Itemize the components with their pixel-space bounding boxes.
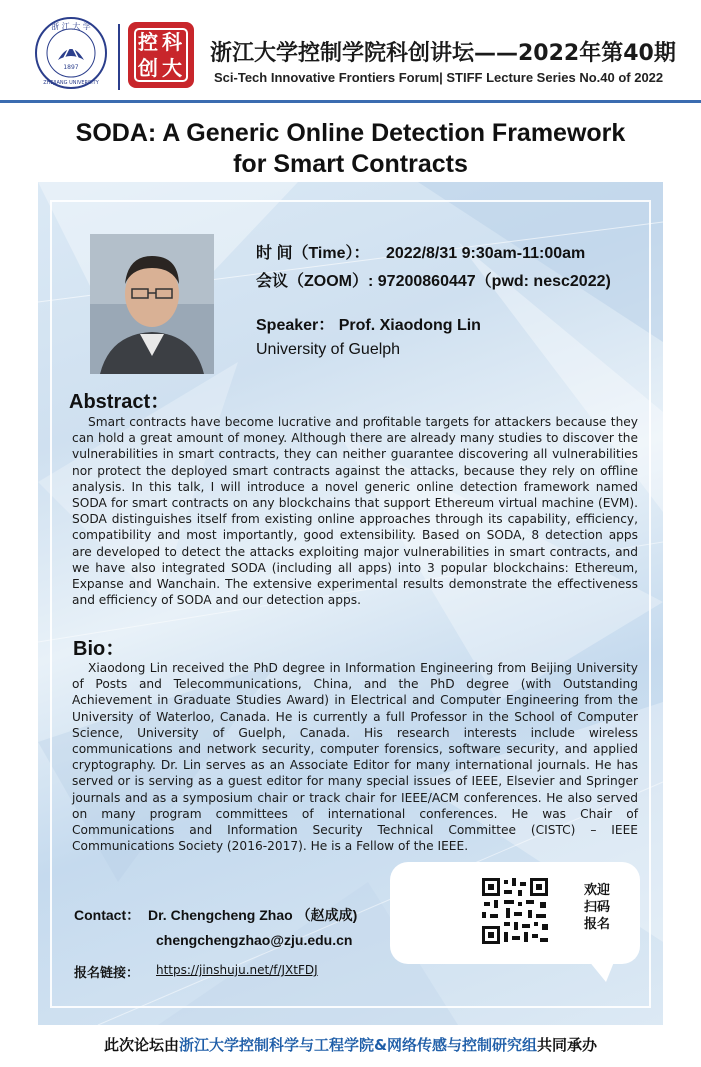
logo-year: 1897: [63, 64, 79, 71]
contact-email[interactable]: chengchengzhao@zju.edu.cn: [156, 932, 353, 948]
registration-qr-code[interactable]: [480, 876, 550, 946]
forum-seal-logo: [128, 22, 194, 88]
time-value: 2022/8/31 9:30am-11:00am: [385, 245, 586, 262]
logo-caption: ZHEJIANG UNIVERSITY: [43, 80, 99, 86]
seal-char: 大: [162, 56, 182, 80]
forum-title-en: Sci-Tech Innovative Frontiers Forum| STIFF Lecture Series No.40 of 2022: [214, 70, 664, 85]
talk-title: [20, 118, 681, 180]
seal-char: 创: [138, 56, 158, 80]
meeting-label: 会议（ZOOM）:: [256, 273, 374, 290]
speaker-photo: [90, 234, 214, 374]
time-label: 时 间（Time）：: [256, 245, 370, 262]
contact-row: [74, 905, 357, 925]
abstract-text: Smart contracts have become lucrative and profitable targets for attackers because they can hold a great amount of money. Although there are already many studies to discover the vulnerabilities in smart contracts, they can neither guarantee discovering all vulnerabilities nor protect the deployed smart contracts against the attacks, because they rely on offline analysis. In this talk, I will introduce a novel generic online detection framework named SODA for smart contracts on any blockchains that support Ethereum virtual machine (EVM). SODA distinguishes itself from existing online approaches through its capability, efficiency, compatibility and most importantly, good extensibility. Based on SODA, 8 detection apps are developed to detect the attacks exploiting major vulnerabilities in smart contracts, and we have also integrated SODA (including all apps) into 3 popular blockchains: Ethereum, Expanse and Wanchain. The extensive experimental results demonstrate the effectiveness and efficiency of SODA and our detection apps.: [72, 415, 638, 608]
header-divider: [118, 24, 120, 90]
abstract-heading: Abstract：: [69, 391, 171, 413]
speaker-affiliation: University of Guelph: [256, 341, 401, 358]
footer-organizers-names: 浙江大学控制科学与工程学院&网络传感与控制研究组: [178, 1036, 538, 1054]
speaker-name: Prof. Xiaodong Lin: [338, 317, 481, 334]
registration-label: 报名链接：: [74, 965, 140, 980]
seal-char: 科: [162, 30, 182, 54]
footer-suffix: 共同承办: [537, 1036, 598, 1054]
talk-title-line1: SODA: A Generic Online Detection Framework: [75, 119, 626, 147]
header-rule: [0, 100, 701, 103]
qr-panel-tail: [558, 952, 618, 982]
footer-prefix: 此次论坛由: [103, 1036, 179, 1054]
footer-organizers: [0, 1034, 701, 1055]
time-row: [256, 240, 585, 263]
svg-text:浙 江 大 学: 浙 江 大 学: [51, 22, 91, 31]
qr-caption-line: 报名: [583, 917, 610, 932]
qr-caption-line: 欢迎: [583, 883, 610, 898]
seal-char: 控: [138, 30, 158, 54]
qr-caption-line: 扫码: [583, 900, 610, 915]
bio-text: Xiaodong Lin received the PhD degree in Information Engineering from Beijing University of Posts and Telecommunications, China, and the PhD degree (with Outstanding Achievement in Graduate Studies Award) in Electrical and Computer Engineering from the University of Waterloo, Canada. He is currently a full Professor in the School of Computer Science, University of Guelph, Canada. His research interests include wireless communications and network security, computer forensics, software security, and applied cryptography. Dr. Lin serves as an Associate Editor for many international journals. He has served or is serving as a guest editor for many special issues of IEEE, Elsevier and Springer journals and as a symposium chair or track chair for IEEE/ACM conferences. He also served on many program committees of international conferences. He was Chair of Communications and Information Security Technical Committee (CISTC) – IEEE Communications Society (2016-2017). He is a Fellow of the IEEE.: [72, 661, 638, 854]
forum-title-cn: 浙江大学控制学院科创讲坛——2022年第40期: [210, 41, 676, 66]
contact-name: Dr. Chengcheng Zhao （赵成成): [148, 907, 358, 923]
zju-logo: [34, 16, 108, 90]
poster-card: [38, 182, 663, 1025]
meeting-value: 97200860447（pwd: nesc2022): [377, 273, 611, 290]
meeting-row: [256, 268, 611, 291]
speaker-label: Speaker：: [256, 317, 335, 334]
bio-heading: Bio：: [73, 638, 126, 660]
registration-link[interactable]: https://jinshuju.net/f/JXtFDJ: [156, 963, 318, 977]
talk-title-line2: for Smart Contracts: [233, 150, 468, 178]
contact-label: Contact：: [74, 907, 141, 923]
speaker-row: [256, 312, 481, 335]
header: [0, 0, 701, 100]
qr-caption: [580, 882, 614, 933]
